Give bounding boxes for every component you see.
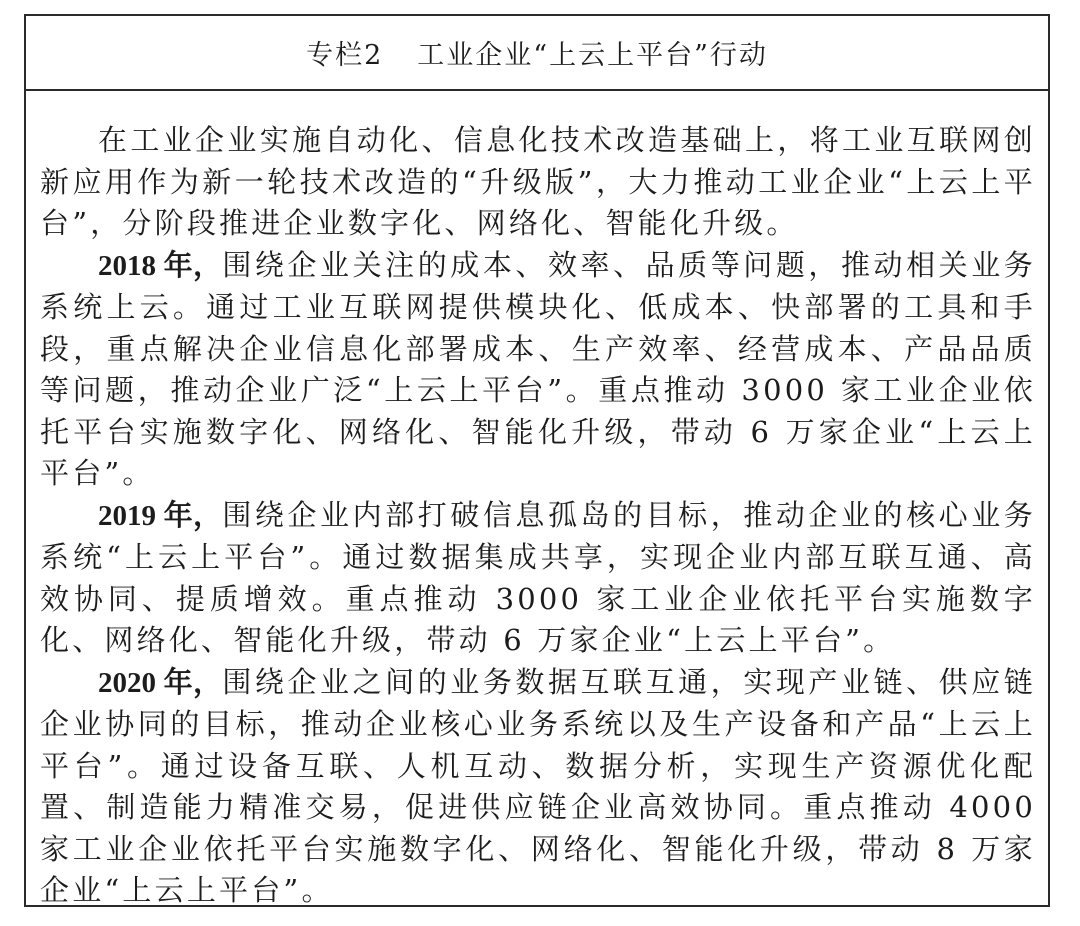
year-heading-2020: 2020 年， — [98, 666, 223, 699]
paragraph-text: 围绕企业之间的业务数据互联互通，实现产业链、供应链企业协同的目标，推动企业核心业务系统以及生产设备和产品“上云上平台”。通过设备互联、人机互动、数据分析，实现生产资源优化配置、制造能力精准交易，促进供应链企业高效协同。重点推动 4000 家工业企业依托平台实施数字化、网络化、智能化升级，带动 8 万家企业“上云上平台”。 — [40, 664, 1036, 907]
paragraph-text: 在工业企业实施自动化、信息化技术改造基础上，将工业互联网创新应用作为新一轮技术改造的“升级版”，大力推动工业企业“上云上平台”，分阶段推进企业数字化、网络化、智能化升级。 — [40, 123, 1036, 240]
paragraph-2019 — [40, 495, 1036, 662]
year-heading-2018: 2018 年， — [98, 249, 223, 282]
column-box — [24, 14, 1050, 907]
paragraph-text: 围绕企业内部打破信息孤岛的目标，推动企业的核心业务系统“上云上平台”。通过数据集成共享，实现企业内部互联互通、高效协同、提质增效。重点推动 3000 家工业企业依托平台实施数字化、网络化、智能化升级，带动 6 万家企业“上云上平台”。 — [40, 497, 1036, 657]
column-header — [26, 16, 1048, 91]
paragraph-text: 围绕企业关注的成本、效率、品质等问题，推动相关业务系统上云。通过工业互联网提供模块化、低成本、快部署的工具和手段，重点解决企业信息化部署成本、生产效率、经营成本、产品品质等问题，推动企业广泛“上云上平台”。重点推动 3000 家工业企业依托平台实施数字化、网络化、智能化升级，带动 6 万家企业“上云上平台”。 — [40, 247, 1036, 490]
column-label: 专栏2 — [306, 40, 384, 71]
paragraph-2020 — [40, 662, 1036, 912]
column-body — [40, 120, 1036, 912]
column-title: 工业企业“上云上平台”行动 — [417, 40, 768, 71]
paragraph-2018 — [40, 245, 1036, 495]
intro-paragraph — [40, 120, 1036, 245]
year-heading-2019: 2019 年， — [98, 499, 223, 532]
